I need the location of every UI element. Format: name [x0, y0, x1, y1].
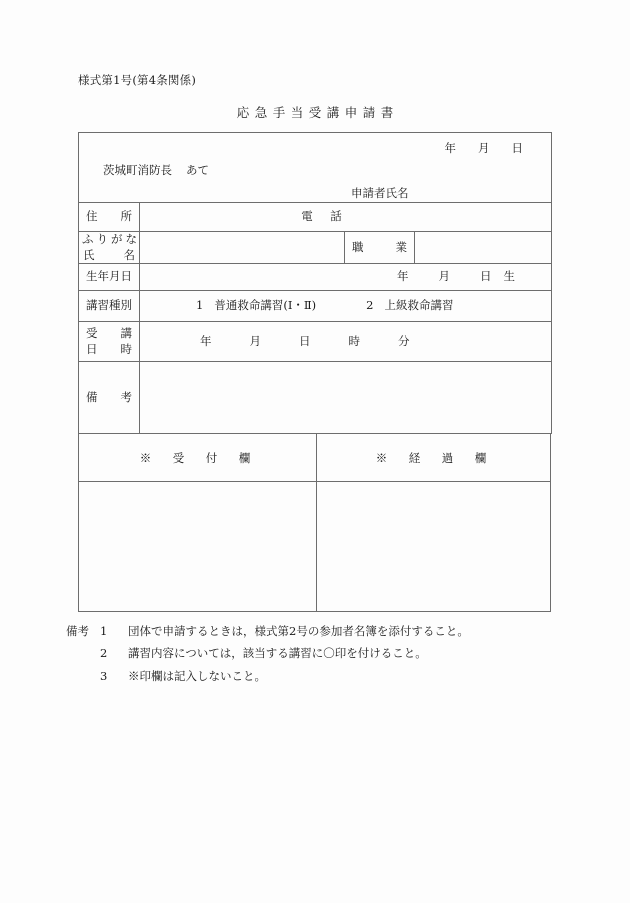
- attend-minute-label: 分: [398, 333, 410, 348]
- addressee-line: [103, 163, 209, 179]
- remarks-label-char-2: 考: [120, 389, 132, 404]
- course-option-1-label[interactable]: 普通救命講習(Ⅰ・Ⅱ): [214, 298, 317, 313]
- attendance-label-char-4: 時: [120, 341, 132, 356]
- name-label-char-1: 氏: [83, 247, 95, 262]
- footnote-2-number: 2: [100, 646, 108, 661]
- attendance-label-line-1: [79, 326, 139, 342]
- form-number: 様式第1号(第4条関係): [78, 73, 197, 87]
- footnotes: [66, 620, 469, 687]
- address-label-cell: [79, 203, 140, 232]
- name-input-cell[interactable]: [140, 232, 345, 264]
- occupation-label-cell: [345, 232, 415, 264]
- table-row-address: [79, 203, 552, 232]
- official-header-row: [79, 434, 551, 482]
- birthdate-input-cell[interactable]: [140, 264, 552, 291]
- footnote-3-text: ※印欄は記入しないこと。: [128, 668, 266, 683]
- addressee-cell: [79, 133, 552, 203]
- attendance-label-char-2: 講: [120, 326, 132, 341]
- date-day-label: 日: [511, 141, 523, 155]
- footnote-item-2: [66, 642, 469, 664]
- birthdate-label-cell: 生年月日: [79, 264, 140, 291]
- table-row-attendance-datetime: [79, 322, 552, 362]
- attendance-datetime-input-cell[interactable]: [140, 322, 552, 362]
- applicant-name-label: 申請者氏名: [351, 186, 409, 200]
- attend-hour-label: 時: [348, 333, 360, 348]
- table-row-course-type: [79, 291, 552, 322]
- submission-date-line: [445, 141, 524, 157]
- attend-year-label: 年: [200, 333, 212, 348]
- address-input-cell[interactable]: [140, 203, 552, 232]
- table-row-header-block: [79, 133, 552, 203]
- name-label: [79, 248, 139, 264]
- birth-month-label: 月: [438, 269, 450, 284]
- course-type-options-cell[interactable]: [140, 291, 552, 322]
- course-options-line: [140, 298, 551, 314]
- attendance-datetime-line: [140, 334, 551, 350]
- address-label-char-2: 所: [120, 209, 132, 224]
- name-label-char-2: 名: [123, 247, 135, 262]
- birthdate-line: [140, 269, 551, 285]
- remarks-label-cell: [79, 362, 140, 434]
- document-title: 応急手当受講申請書: [236, 105, 399, 120]
- attendance-label-cell: [79, 322, 140, 362]
- footnotes-label: 備考: [66, 624, 89, 638]
- attendance-label-line-2: [79, 342, 139, 358]
- occupation-input-cell[interactable]: [415, 232, 552, 264]
- telephone-label: 電 話: [301, 209, 345, 224]
- footnote-item-1: [66, 620, 469, 642]
- date-year-label: 年: [444, 141, 456, 155]
- footnote-item-3: [66, 665, 469, 687]
- occupation-label-char-2: 業: [395, 239, 407, 254]
- progress-body-cell: [317, 482, 551, 612]
- occupation-label-char-1: 職: [352, 239, 364, 254]
- footnote-3-number: 3: [100, 668, 108, 683]
- date-month-label: 月: [478, 141, 490, 155]
- attend-month-label: 月: [249, 333, 261, 348]
- addressee-name: 茨城町消防長: [103, 163, 172, 177]
- application-form-table: [78, 132, 552, 434]
- progress-header-cell: [317, 434, 551, 482]
- footnote-1-text: 団体で申請するときは，様式第2号の参加者名簿を添付すること。: [128, 624, 469, 638]
- birth-day-label: 日: [480, 269, 492, 284]
- reception-header-cell: [79, 434, 317, 482]
- remarks-input-cell[interactable]: [140, 362, 552, 434]
- attendance-label-char-3: 日: [86, 341, 98, 356]
- attend-day-label: 日: [299, 333, 311, 348]
- course-option-2-label[interactable]: 上級救命講習: [384, 298, 454, 313]
- course-type-label-cell: 講習種別: [79, 291, 140, 322]
- official-body-row: [79, 482, 551, 612]
- course-option-1-number: 1: [196, 298, 204, 313]
- reception-body-cell: [79, 482, 317, 612]
- birth-year-label: 年: [397, 269, 409, 284]
- furigana-label: ふりがな: [82, 232, 140, 246]
- birth-suffix-label: 生: [503, 269, 515, 284]
- remarks-label-char-1: 備: [86, 389, 98, 404]
- reception-label: ※ 受 付 欄: [139, 450, 256, 465]
- progress-label: ※ 経 過 欄: [375, 450, 492, 465]
- table-row-name: [79, 232, 552, 264]
- footnote-1-number: 1: [100, 624, 108, 638]
- address-label-char-1: 住: [86, 209, 98, 224]
- table-row-remarks: [79, 362, 552, 434]
- course-option-2-number: 2: [366, 298, 374, 313]
- official-use-table: [78, 433, 551, 612]
- name-label-cell: [79, 232, 140, 264]
- table-row-birthdate: [79, 264, 552, 291]
- footnote-2-text: 講習内容については，該当する講習に〇印を付けること。: [128, 646, 427, 661]
- attendance-label-char-1: 受: [86, 326, 98, 341]
- addressee-suffix: あて: [186, 163, 209, 177]
